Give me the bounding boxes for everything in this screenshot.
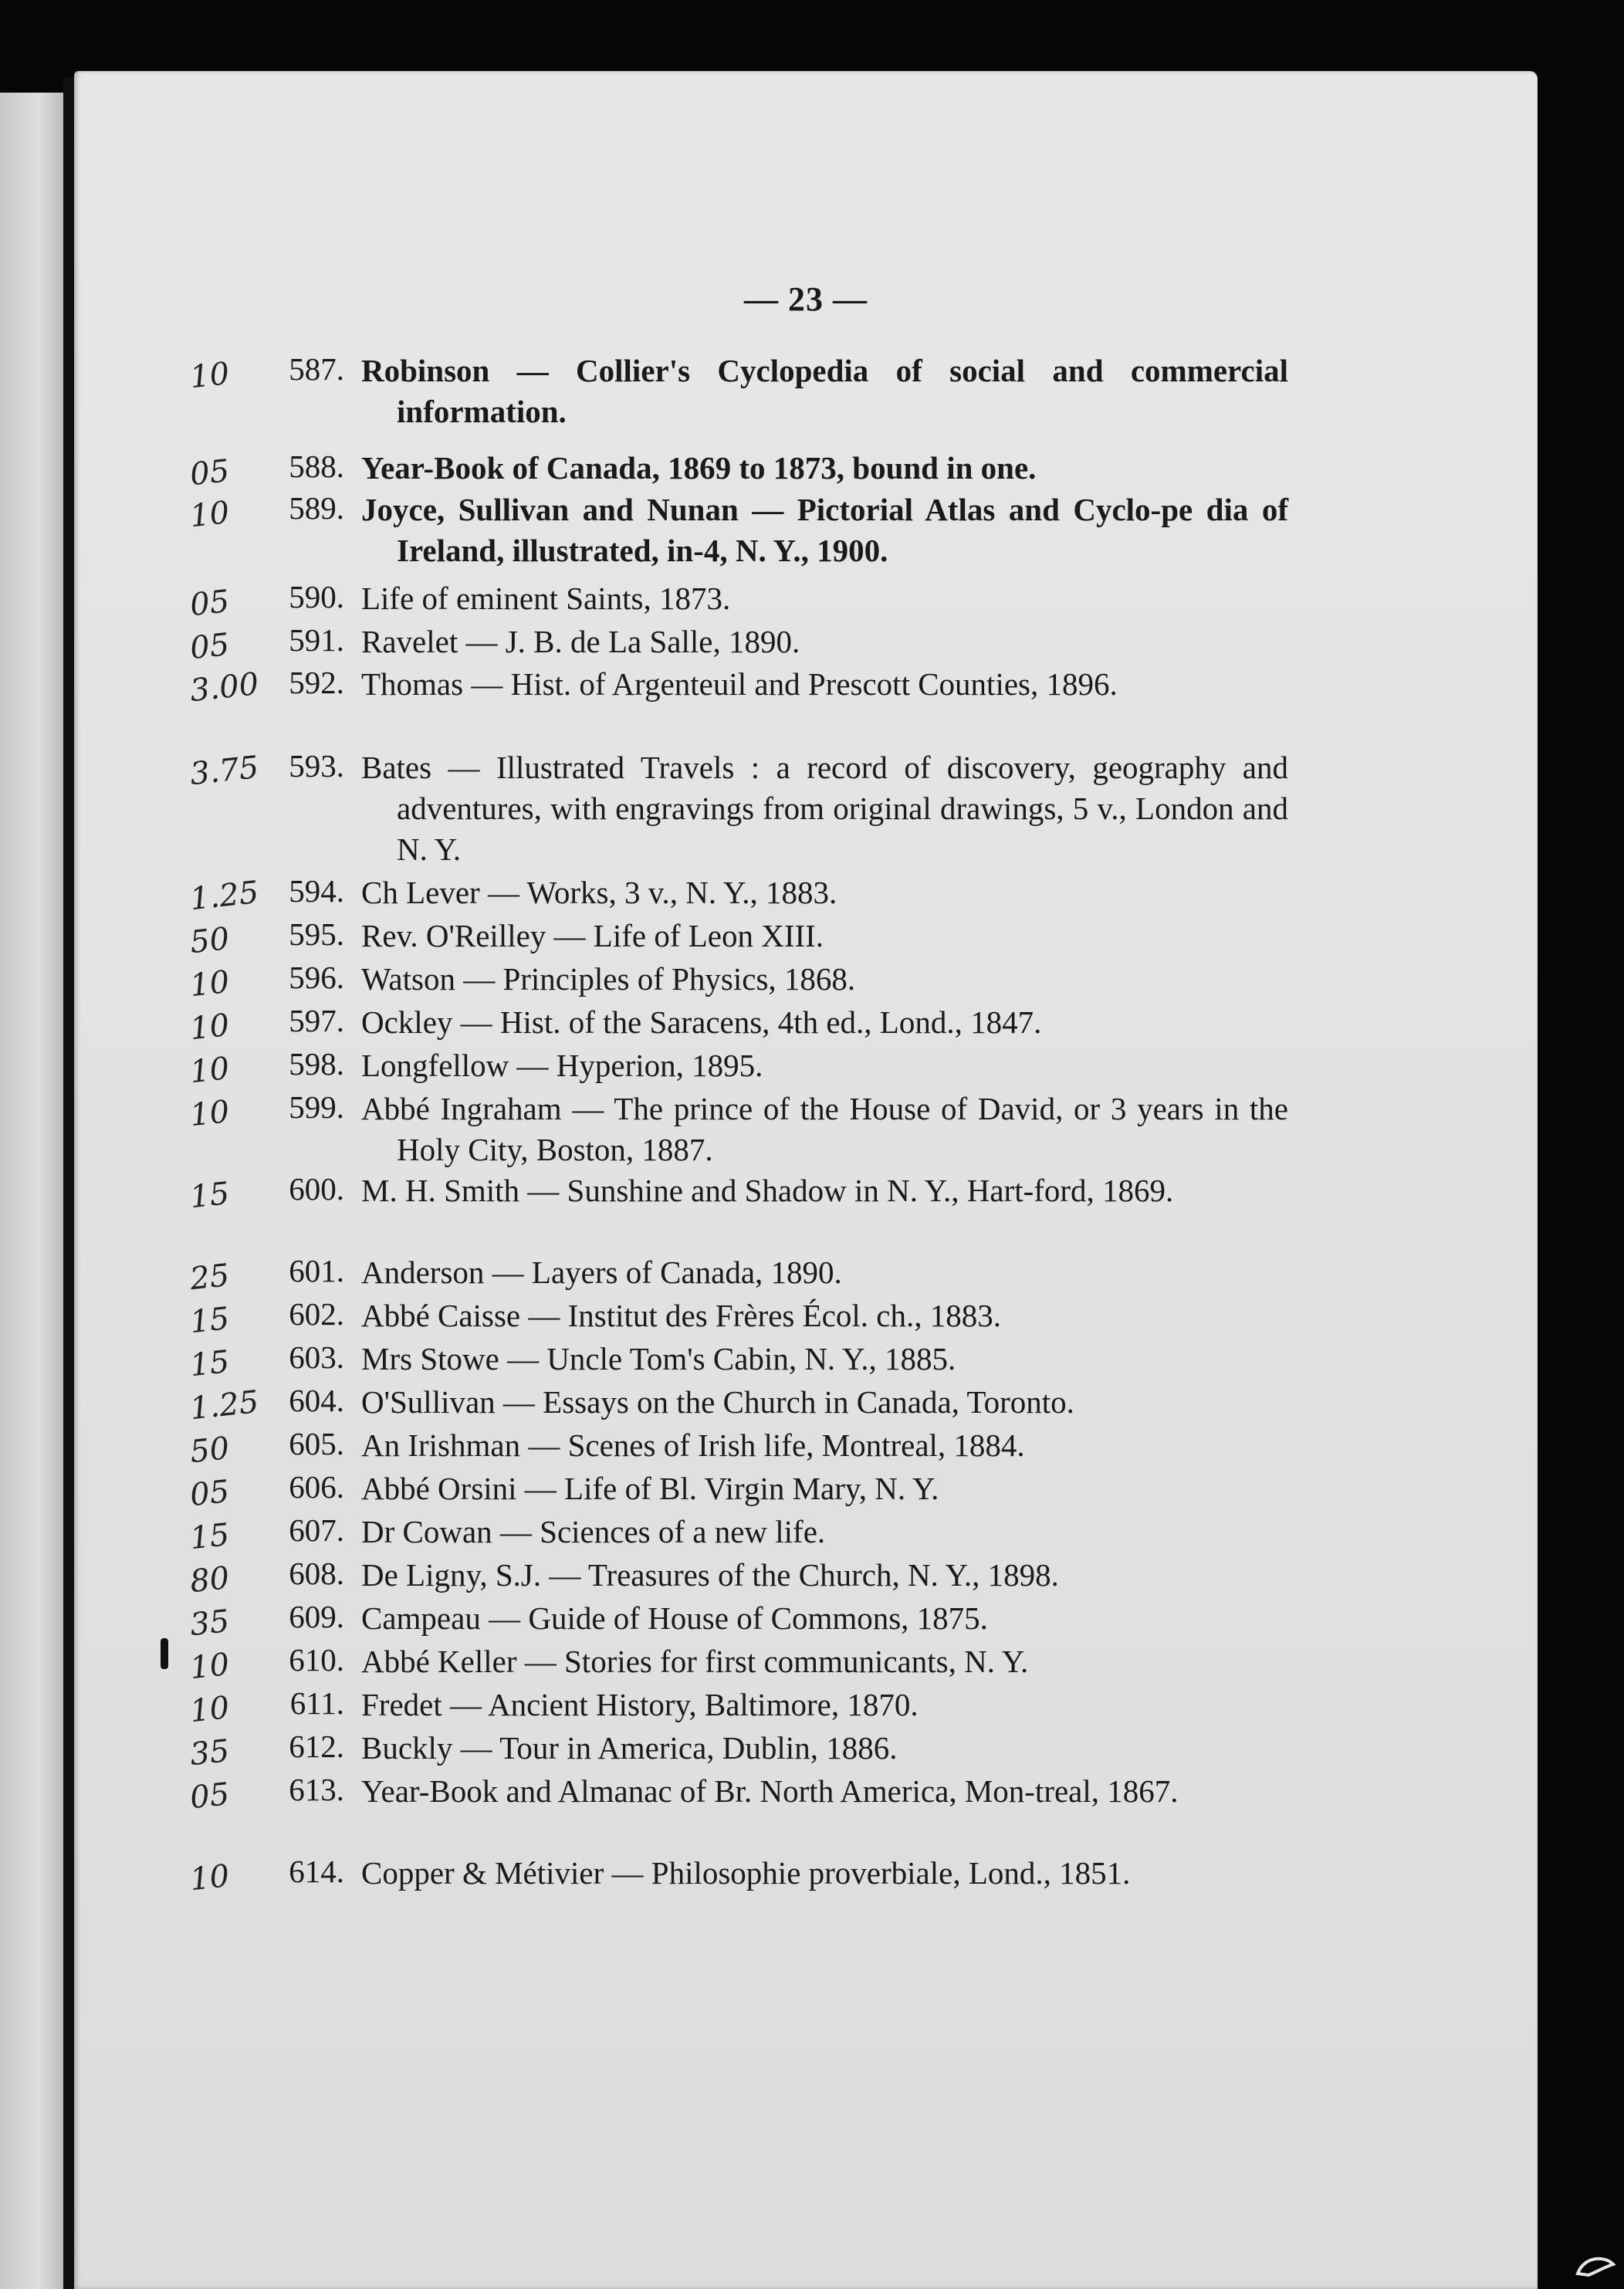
- entry-text: Abbé Keller — Stories for first communicants, N. Y.: [361, 1644, 1029, 1679]
- entry-number: 603.: [289, 1339, 344, 1375]
- handwritten-price: 15: [188, 1517, 232, 1557]
- entry-text: Anderson — Layers of Canada, 1890.: [361, 1255, 842, 1290]
- entry-text: Thomas — Hist. of Argenteuil and Prescott Counties, 1896.: [361, 666, 1118, 702]
- entry-number: 592.: [289, 665, 344, 700]
- entry-number: 600.: [289, 1171, 344, 1207]
- entry-text: Mrs Stowe — Uncle Tom's Cabin, N. Y., 1885.: [361, 1341, 956, 1376]
- handwritten-price: 10: [188, 356, 232, 396]
- handwritten-price: 10: [188, 964, 232, 1004]
- entry-number: 587.: [289, 351, 344, 387]
- entry-text: De Ligny, S.J. — Treasures of the Church, N. Y., 1898.: [361, 1557, 1059, 1593]
- entry-number: 594.: [289, 873, 344, 909]
- entry-number: 606.: [289, 1469, 344, 1505]
- entry-text: Year-Book of Canada, 1869 to 1873, bound in one.: [361, 450, 1037, 486]
- entry-text: Campeau — Guide of House of Commons, 1875.: [361, 1600, 988, 1636]
- entry-number: 597.: [289, 1003, 344, 1038]
- entry-number: 604.: [289, 1383, 344, 1418]
- entry-number: 588.: [289, 449, 344, 484]
- handwritten-price: 10: [188, 1051, 232, 1091]
- entry-number: 593.: [289, 748, 344, 784]
- entry-number: 610.: [289, 1642, 344, 1678]
- entry-number: 608.: [289, 1556, 344, 1591]
- handwritten-price: 10: [188, 1858, 232, 1898]
- handwritten-price: 35: [188, 1603, 232, 1644]
- entry-text: Copper & Métivier — Philosophie proverbiale, Lond., 1851.: [361, 1855, 1131, 1891]
- entry-number: 612.: [289, 1729, 344, 1764]
- page-number: — 23 —: [744, 280, 868, 318]
- page-corner-mark-icon: [1573, 2250, 1619, 2281]
- entry-number: 601.: [289, 1253, 344, 1288]
- entry-number: 605.: [289, 1426, 344, 1461]
- entry-text: Longfellow — Hyperion, 1895.: [361, 1048, 763, 1083]
- handwritten-price: 1.25: [188, 875, 261, 918]
- entry-text: Bates — Illustrated Travels : a record of discovery, geography and adventures, with engravings from original drawings, 5 v., London and N. Y.: [361, 750, 1288, 867]
- handwritten-price: 50: [188, 921, 232, 961]
- entry-number: 595.: [289, 916, 344, 952]
- handwritten-price: 50: [188, 1431, 232, 1471]
- binding-mark: [161, 1638, 168, 1669]
- entry-number: 607.: [289, 1512, 344, 1548]
- handwritten-price: 10: [188, 495, 232, 535]
- entry-number: 590.: [289, 579, 344, 615]
- entry-text: Abbé Orsini — Life of Bl. Virgin Mary, N. Y.: [361, 1471, 939, 1506]
- entry-number: 598.: [289, 1046, 344, 1082]
- handwritten-price: 10: [188, 1094, 232, 1134]
- entry-text: Ockley — Hist. of the Saracens, 4th ed., Lond., 1847.: [361, 1004, 1042, 1040]
- entry-number: 613.: [289, 1772, 344, 1807]
- entry-number: 611.: [289, 1685, 344, 1721]
- handwritten-price: 05: [188, 1776, 232, 1817]
- entry-number: 614.: [289, 1854, 344, 1889]
- handwritten-price: 05: [188, 1474, 232, 1514]
- handwritten-price: 15: [188, 1344, 232, 1384]
- entry-text: Year-Book and Almanac of Br. North America, Mon-treal, 1867.: [361, 1773, 1179, 1809]
- entry-text: O'Sullivan — Essays on the Church in Canada, Toronto.: [361, 1384, 1074, 1420]
- entry-text: Ch Lever — Works, 3 v., N. Y., 1883.: [361, 875, 837, 910]
- entry-text: Dr Cowan — Sciences of a new life.: [361, 1514, 826, 1549]
- entry-number: 596.: [289, 960, 344, 995]
- entry-text: An Irishman — Scenes of Irish life, Montreal, 1884.: [361, 1427, 1025, 1463]
- facing-page-edge: [0, 93, 63, 2289]
- entry-text: Rev. O'Reilley — Life of Leon XIII.: [361, 918, 824, 953]
- entry-text: Joyce, Sullivan and Nunan — Pictorial Atlas and Cyclo-pe dia of Ireland, illustrated, in-4, N. Y., 1900.: [361, 492, 1288, 568]
- entry-number: 602.: [289, 1296, 344, 1332]
- handwritten-price: 35: [188, 1733, 232, 1773]
- handwritten-price: 10: [188, 1007, 232, 1048]
- handwritten-price: 05: [188, 453, 232, 493]
- catalogue-list: [74, 71, 1538, 2289]
- handwritten-price: 10: [188, 1647, 232, 1687]
- entry-number: 599.: [289, 1089, 344, 1125]
- entry-text: Buckly — Tour in America, Dublin, 1886.: [361, 1730, 898, 1766]
- handwritten-price: 05: [188, 627, 232, 667]
- entry-number: 589.: [289, 490, 344, 526]
- entry-text: M. H. Smith — Sunshine and Shadow in N. Y., Hart-ford, 1869.: [361, 1173, 1174, 1208]
- handwritten-price: 10: [188, 1690, 232, 1730]
- handwritten-price: 80: [188, 1560, 232, 1600]
- entry-text: Fredet — Ancient History, Baltimore, 1870.: [361, 1687, 919, 1722]
- handwritten-price: 1.25: [188, 1384, 261, 1427]
- entry-number: 591.: [289, 622, 344, 658]
- entry-text: Life of eminent Saints, 1873.: [361, 581, 731, 616]
- handwritten-price: 05: [188, 584, 232, 624]
- handwritten-price: 3.00: [188, 666, 261, 709]
- handwritten-price: 25: [188, 1258, 232, 1298]
- handwritten-price: 15: [188, 1301, 232, 1341]
- book-page: [74, 71, 1538, 2289]
- entry-number: 609.: [289, 1599, 344, 1634]
- entry-text: Ravelet — J. B. de La Salle, 1890.: [361, 624, 800, 659]
- entry-text: Abbé Ingraham — The prince of the House of David, or 3 years in the Holy City, Boston, 1887.: [361, 1091, 1288, 1167]
- entry-text: Robinson — Collier's Cyclopedia of social and commercial information.: [361, 353, 1288, 429]
- entry-text: Abbé Caisse — Institut des Frères Écol. ch., 1883.: [361, 1298, 1001, 1333]
- entry-text: Watson — Principles of Physics, 1868.: [361, 961, 856, 997]
- handwritten-price: 3.75: [188, 750, 261, 793]
- handwritten-price: 15: [188, 1176, 232, 1216]
